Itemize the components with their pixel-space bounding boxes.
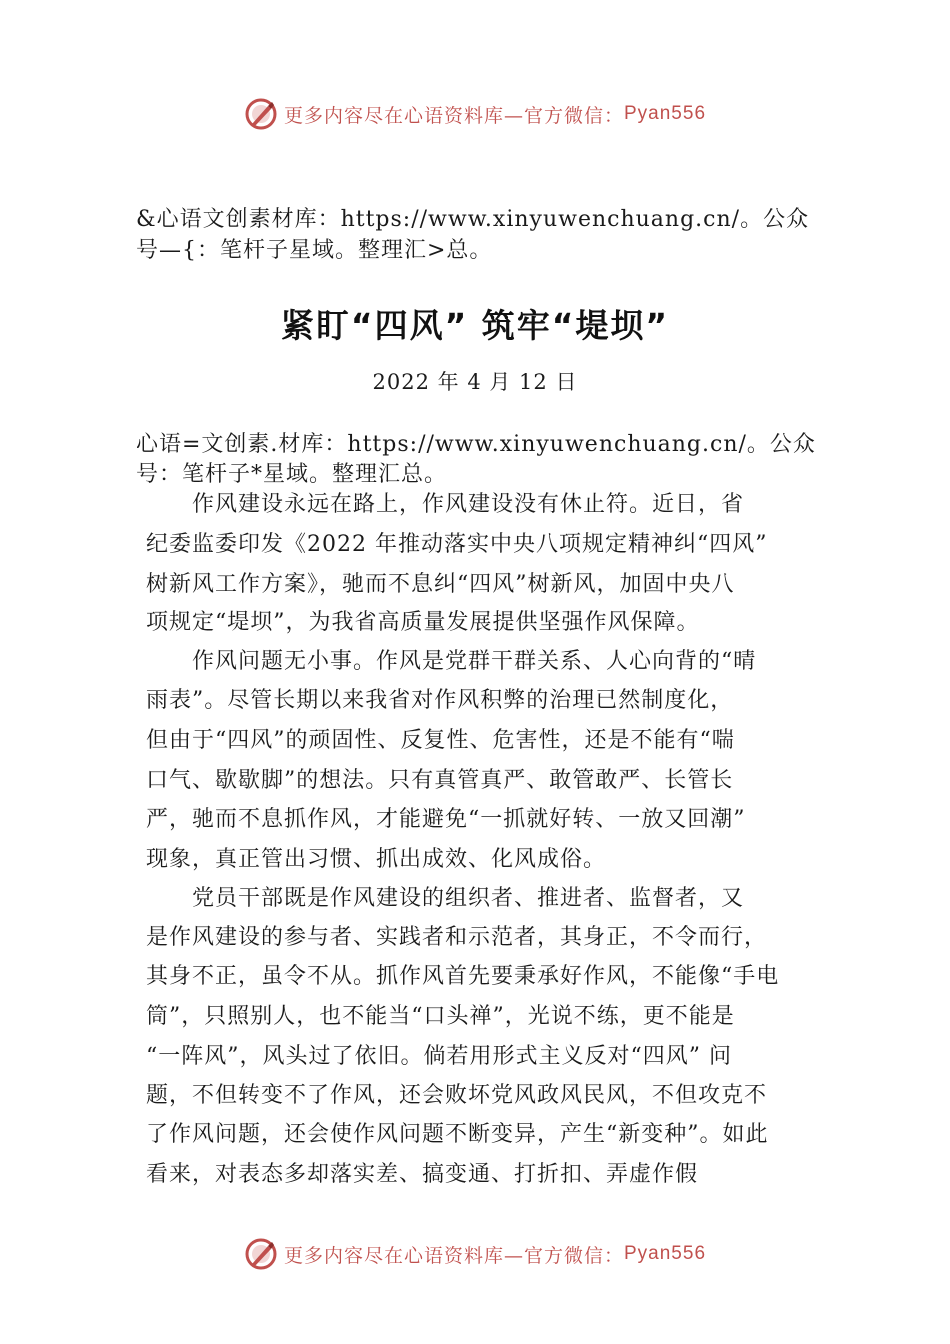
paragraph-2-line-1: 作风问题无小事。作风是党群干群关系、人心向背的“晴 (146, 649, 757, 674)
paragraph-3-line-2: 是作风建设的参与者、实践者和示范者，其身正，不令而行， (146, 925, 768, 950)
pen-circle-logo-icon (244, 1237, 278, 1271)
paragraph-2-line-5: 严，驰而不息抓作风，才能避免“一抓就好转、一放又回潮” (146, 807, 746, 832)
paragraph-1-line-1: 作风建设永远在路上，作风建设没有休止符。近日，省 (146, 492, 745, 517)
paragraph-2-line-4: 口气、歇歇脚”的想法。只有真管真严、敢管敢严、长管长 (146, 768, 734, 793)
paragraph-3-line-3: 其身不正，虽令不从。抓作风首先要秉承好作风，不能像“手电 (146, 964, 780, 989)
paragraph-3-line-5: “一阵风”，风头过了依旧。倘若用形式主义反对“四风” 问 (146, 1044, 732, 1069)
bottom-banner (0, 1232, 950, 1276)
paragraph-3-line-4: 筒”，只照别人，也不能当“口头禅”，光说不练，更不能是 (146, 1004, 735, 1029)
paragraph-2-line-6: 现象，真正管出习惯、抓出成效、化风成俗。 (146, 847, 607, 872)
paragraph-1-line-4: 项规定“堤坝”，为我省高质量发展提供坚强作风保障。 (146, 610, 700, 635)
paragraph-3-line-8: 看来，对表态多却落实差、搞变通、打折扣、弄虚作假 (146, 1162, 699, 1187)
paragraph-3-line-6: 题，不但转变不了作风，还会败坏党风政风民风，不但攻克不 (146, 1083, 768, 1108)
banner-wechat-id: Pyan556 (624, 103, 707, 124)
paragraph-2-line-3: 但由于“四风”的顽固性、反复性、危害性，还是不能有“喘 (146, 728, 735, 753)
paragraph-1-line-3: 树新风工作方案》，驰而不息纠“四风”树新风，加固中央八 (146, 572, 735, 597)
paragraph-2-line-2: 雨表”。尽管长期以来我省对作风积弊的治理已然制度化， (146, 688, 734, 713)
paragraph-3-line-7: 了作风问题，还会使作风问题不断变异，产生“新变种”。如此 (146, 1122, 769, 1147)
pen-circle-logo-icon (244, 97, 278, 131)
source-note-line-2: 号：笔杆子*星域。整理汇总。 (136, 462, 448, 487)
source-note-line-1: 心语=文创素.材库：https://www.xinyuwenchuang.cn/。公众 (136, 432, 816, 457)
page-title: 紧盯“四风” 筑牢“堤坝” (280, 306, 670, 345)
top-banner (0, 92, 950, 136)
publish-date: 2022 年 4 月 12 日 (372, 370, 578, 394)
header-note-line-2: 号—{：笔杆子星域。整理汇>总。 (136, 238, 493, 263)
banner-text: 更多内容尽在心语资料库—官方微信： (283, 104, 624, 127)
paragraph-3-line-1: 党员干部既是作风建设的组织者、推进者、监督者，又 (146, 886, 745, 911)
banner-wechat-id: Pyan556 (624, 1243, 707, 1264)
banner-text: 更多内容尽在心语资料库—官方微信： (283, 1244, 624, 1267)
paragraph-1-line-2: 纪委监委印发《2022 年推动落实中央八项规定精神纠“四风” (146, 532, 768, 557)
header-note-line-1: &心语文创素材库：https://www.xinyuwenchuang.cn/。公众 (136, 207, 810, 232)
